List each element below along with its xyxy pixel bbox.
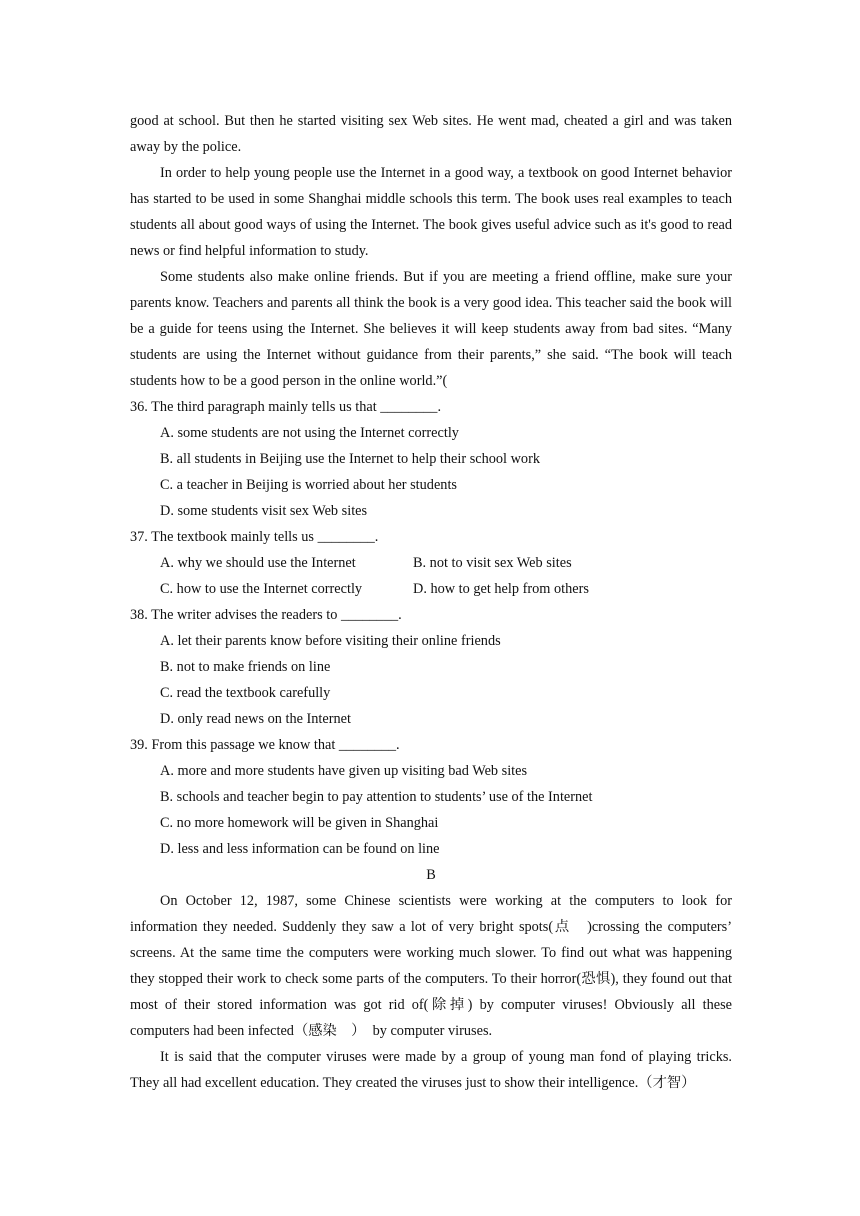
option-b: B. schools and teacher begin to pay attention to students’ use of the Internet xyxy=(160,789,593,805)
option-a: A. let their parents know before visiting their online friends xyxy=(160,633,501,649)
option-d: D. some students visit sex Web sites xyxy=(160,503,368,519)
question-stem: 38. The writer advises the readers to ________. xyxy=(130,607,402,623)
option-c: C. how to use the Internet correctly xyxy=(160,581,363,597)
option-c: C. no more homework will be given in Shanghai xyxy=(160,815,439,831)
question-36 xyxy=(130,394,732,524)
question-38 xyxy=(130,602,732,732)
question-stem: 36. The third paragraph mainly tells us that ________. xyxy=(130,399,442,415)
question-37 xyxy=(130,524,732,602)
document-body xyxy=(130,108,732,1096)
question-stem: 39. From this passage we know that ________. xyxy=(130,737,400,753)
option-c: C. read the textbook carefully xyxy=(160,685,331,701)
option-b: B. not to make friends on line xyxy=(160,659,331,675)
question-39 xyxy=(130,732,732,862)
option-row xyxy=(130,550,732,576)
option-c: C. a teacher in Beijing is worried about her students xyxy=(160,477,457,493)
passage-b-paragraph-1: On October 12, 1987, some Chinese scientists were working at the computers to look for information they needed. Suddenly they saw a lot of very bright spots(点 )crossing the computers’ screens. At the same time the computers were working much slower. To find out what was happening they stopped their work to check some parts of the computers. To their horror(恐惧), they found out that most of their stored information was got rid of(除掉) by computer viruses! Obviously all these computers had been infected（感染 ） by computer viruses. xyxy=(130,893,732,1039)
option-row xyxy=(130,576,732,602)
passage-a-paragraph-1: good at school. But then he started visiting sex Web sites. He went mad, cheated a girl and was taken away by the police. xyxy=(130,113,732,155)
option-a: A. some students are not using the Internet correctly xyxy=(160,425,459,441)
option-b: B. not to visit sex Web sites xyxy=(413,555,572,571)
option-a: A. why we should use the Internet xyxy=(160,555,356,571)
passage-a-paragraph-3: Some students also make online friends. But if you are meeting a friend offline, make sure your parents know. Teachers and parents all think the book is a very good idea. This teacher said the book will be a guide for teens using the Internet. She believes it will keep students away from bad sites. “Many students are using the Internet without guidance from their parents,” she said. “The book will teach students how to be a good person in the online world.”( xyxy=(130,269,732,389)
option-b: B. all students in Beijing use the Internet to help their school work xyxy=(160,451,540,467)
option-a: A. more and more students have given up visiting bad Web sites xyxy=(160,763,528,779)
section-heading-b: B xyxy=(426,867,436,883)
option-d: D. less and less information can be found on line xyxy=(160,841,440,857)
option-d: D. only read news on the Internet xyxy=(160,711,351,727)
option-d: D. how to get help from others xyxy=(413,581,589,597)
question-stem: 37. The textbook mainly tells us ________. xyxy=(130,529,379,545)
passage-a-paragraph-2: In order to help young people use the Internet in a good way, a textbook on good Internet behavior has started to be used in some Shanghai middle schools this term. The book uses real examples to teach students all about good ways of using the Internet. The book gives useful advice such as it's good to read news or find helpful information to study. xyxy=(130,165,732,259)
passage-b-paragraph-2: It is said that the computer viruses were made by a group of young man fond of playing tricks. They all had excellent education. They created the viruses just to show their intelligence.（才智） xyxy=(130,1049,732,1091)
